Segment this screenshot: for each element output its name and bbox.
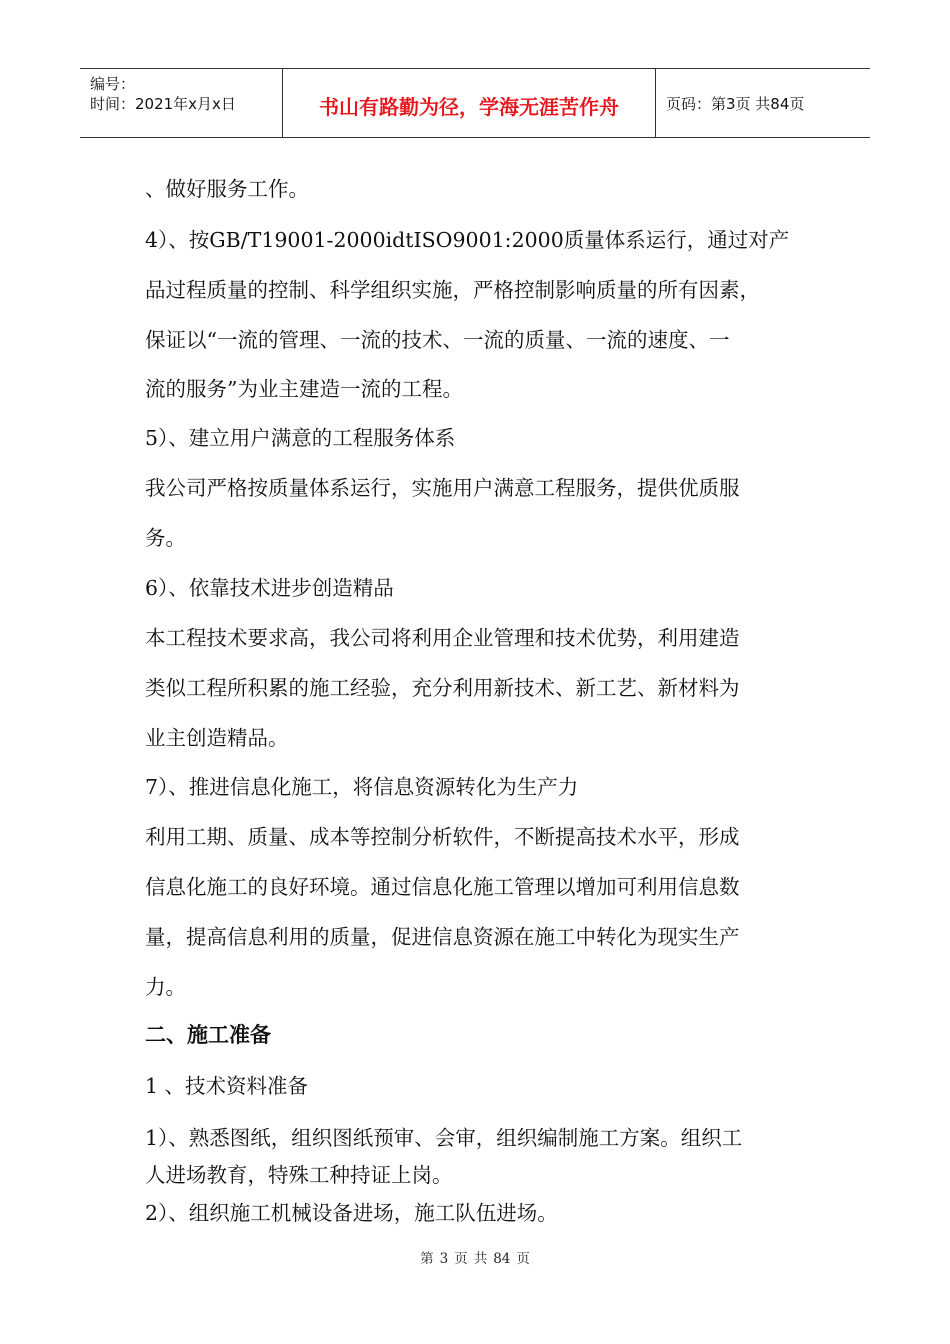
header-motto-cell (283, 69, 656, 137)
page-header (80, 68, 870, 138)
footer-ye: 页 (454, 1251, 468, 1267)
body-line: 信息化施工的良好环境。通过信息化施工管理以增加可利用信息数 (145, 875, 740, 899)
footer-total-pages: 84 (493, 1251, 511, 1267)
header-left-cell (80, 69, 283, 137)
body-line: 利用工期、质量、成本等控制分析软件，不断提高技术水平，形成 (145, 825, 740, 849)
body-line: 本工程技术要求高，我公司将利用企业管理和技术优势，利用建造 (145, 626, 740, 650)
body-line: 类似工程所积累的施工经验，充分利用新技术、新工艺、新材料为 (145, 676, 740, 700)
date-label: 时间：2021年x月x日 (90, 95, 236, 113)
body-line: 5）、建立用户满意的工程服务体系 (145, 426, 456, 450)
body-line: 4）、按GB/T19001-2000idtISO9001:2000质量体系运行，通过对产 (145, 228, 790, 252)
footer-ye-end: 页 (516, 1251, 530, 1267)
body-line: 我公司严格按质量体系运行，实施用户满意工程服务，提供优质服 (145, 476, 740, 500)
body-line: 业主创造精品。 (145, 726, 289, 750)
section-heading: 二、施工准备 (145, 1023, 271, 1047)
footer-page-number: 3 (439, 1251, 449, 1267)
body-line: 保证以“一流的管理、一流的技术、一流的质量、一流的速度、一 (145, 328, 730, 352)
body-line: 2）、组织施工机械设备进场，施工队伍进场。 (145, 1201, 558, 1225)
page-code: 页码：第3页 共84页 (666, 95, 805, 113)
page-footer (0, 1247, 950, 1267)
body-line: 、做好服务工作。 (145, 177, 309, 201)
body-line: 6）、依靠技术进步创造精品 (145, 576, 394, 600)
body-line: 流的服务”为业主建造一流的工程。 (145, 377, 463, 401)
header-page-cell (656, 69, 870, 137)
body-line: 7）、推进信息化施工，将信息资源转化为生产力 (145, 775, 579, 799)
subsection-heading: 1 、技术资料准备 (145, 1074, 309, 1098)
body-line: 品过程质量的控制、科学组织实施，严格控制影响质量的所有因素， (145, 278, 760, 302)
body-line: 量，提高信息利用的质量，促进信息资源在施工中转化为现实生产 (145, 925, 740, 949)
footer-gong: 共 (473, 1251, 488, 1267)
body-line: 1）、熟悉图纸，组织图纸预审、会审，组织编制施工方案。组织工 (145, 1126, 743, 1150)
body-line: 务。 (145, 526, 186, 550)
footer-di: 第 (420, 1251, 434, 1267)
document-number-label: 编号： (90, 75, 136, 93)
body-line: 人进场教育，特殊工种持证上岗。 (145, 1163, 453, 1187)
motto-text: 书山有路勤为径，学海无涯苦作舟 (319, 95, 619, 119)
body-line: 力。 (145, 975, 186, 999)
